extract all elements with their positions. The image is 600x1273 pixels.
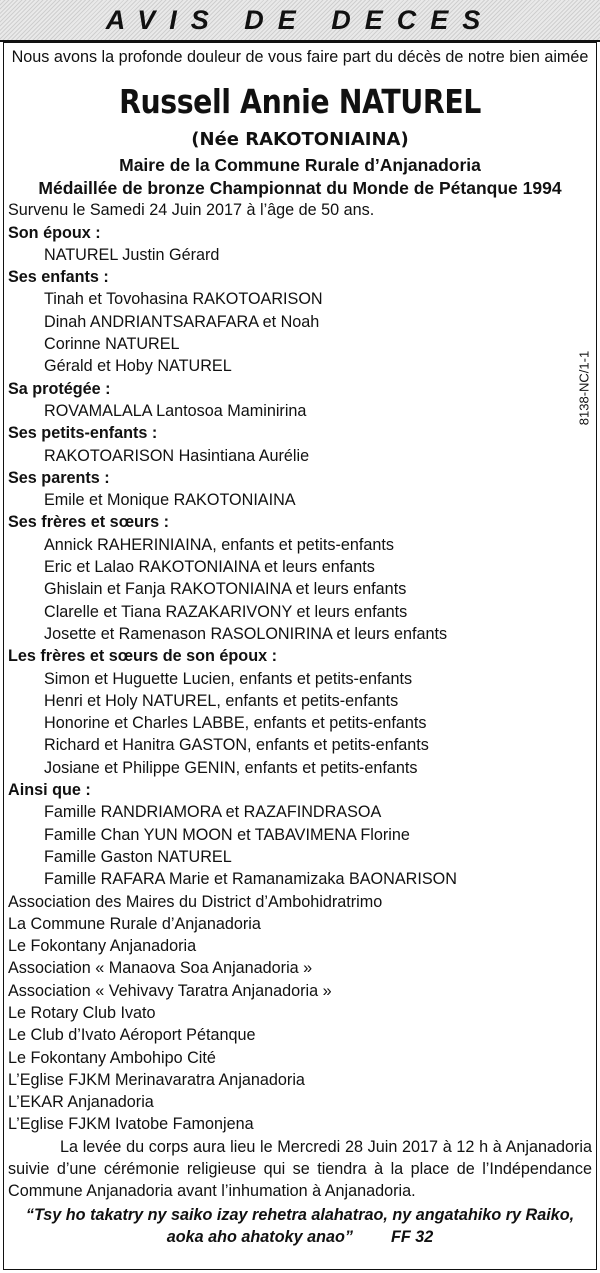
quote-line-last [8, 1226, 592, 1248]
section-heading: Les frères et sœurs de son époux : [8, 647, 277, 666]
maiden-name: (Née RAKOTONIAINA) [191, 129, 409, 151]
organization-entry: Association des Maires du District d’Ambohidratrimo [8, 892, 383, 911]
quote-line: aoka aho ahatoky anao” [166, 1227, 353, 1246]
family-entry: NATUREL Justin Gérard [44, 245, 220, 264]
organization-entry: Le Fokontany Ambohipo Cité [8, 1048, 216, 1067]
section-heading: Ses petits-enfants : [8, 424, 158, 443]
family-entry: Eric et Lalao RAKOTONIAINA et leurs enfants [44, 558, 375, 577]
section-grandchildren [8, 422, 592, 467]
family-entry: Famille Chan YUN MOON et TABAVIMENA Florine [44, 825, 410, 844]
family-entry: Richard et Hanitra GASTON, enfants et petits-enfants [44, 736, 429, 755]
organization-entry: L’Eglise FJKM Ivatobe Famonjena [8, 1115, 254, 1134]
section-heading: Son époux : [8, 223, 101, 242]
section-heading: Ses enfants : [8, 268, 109, 287]
family-entry: Clarelle et Tiana RAZAKARIVONY et leurs enfants [44, 602, 408, 621]
section-spouse-siblings [8, 645, 592, 779]
closing-quote [8, 1204, 592, 1249]
family-entry: Josette et Ramenason RASOLONIRINA et leurs enfants [44, 624, 448, 643]
family-entry: Gérald et Hoby NATUREL [44, 357, 232, 376]
section-heading: Ses frères et sœurs : [8, 513, 170, 532]
organization-entry: Le Fokontany Anjanadoria [8, 937, 197, 956]
notice-title: AVIS DE DECES [105, 5, 495, 35]
family-entry: Famille RAFARA Marie et Ramanamizaka BAONARISON [44, 870, 457, 889]
organization-entry: La Commune Rurale d’Anjanadoria [8, 914, 261, 933]
deceased-title-mayor: Maire de la Commune Rurale d’Anjanadoria [119, 155, 481, 176]
quote-signature: FF 32 [390, 1227, 434, 1246]
family-entry: Famille Gaston NATUREL [44, 847, 232, 866]
organization-entry: Le Rotary Club Ivato [8, 1003, 156, 1022]
organization-entry: L’EKAR Anjanadoria [8, 1093, 154, 1112]
organization-entry: Association « Vehivavy Taratra Anjanadoria » [8, 981, 332, 1000]
death-date: Survenu le Samedi 24 Juin 2017 à l’âge de 50 ans. [8, 201, 375, 220]
organizations-list [8, 891, 592, 1136]
quote-line: “Tsy ho takatry ny saiko izay rehetra alahatrao, ny angatahiko ry Raiko, [25, 1205, 575, 1224]
organization-entry: Association « Manaova Soa Anjanadoria » [8, 959, 313, 978]
family-entry: Emile et Monique RAKOTONIAINA [44, 491, 296, 510]
reference-code: 8138-NC/1-1 [576, 350, 592, 426]
family-entry: ROVAMALALA Lantosoa Maminirina [44, 401, 307, 420]
ceremony-details: La levée du corps aura lieu le Mercredi 28 Juin 2017 à 12 h à Anjanadoria suivie d’une cérémonie religieuse qui se tiendra à la place de l’Indépendance Commune Anjanadoria avant l’inhumation à Anjanadoria. [8, 1137, 592, 1201]
notice-body [8, 46, 592, 1248]
section-siblings [8, 511, 592, 645]
section-heading: Ainsi que : [8, 781, 91, 800]
family-entry: Josiane et Philippe GENIN, enfants et petits-enfants [44, 758, 418, 777]
family-entry: Corinne NATUREL [44, 335, 180, 354]
deceased-title-medal: Médaillée de bronze Championnat du Monde de Pétanque 1994 [38, 177, 562, 198]
section-protegee [8, 378, 592, 423]
section-heading: Sa protégée : [8, 379, 111, 398]
family-entry: Henri et Holy NATUREL, enfants et petits-enfants [44, 691, 399, 710]
family-entry: Annick RAHERINIAINA, enfants et petits-enfants [44, 535, 394, 554]
section-also [8, 779, 592, 890]
intro-text: Nous avons la profonde douleur de vous faire part du décès de notre bien aimée [11, 48, 589, 66]
section-children [8, 266, 592, 377]
section-heading: Ses parents : [8, 468, 110, 487]
family-entry: Tinah et Tovohasina RAKOTOARISON [44, 290, 323, 309]
section-spouse [8, 222, 592, 267]
family-entry: Famille RANDRIAMORA et RAZAFINDRASOA [44, 803, 382, 822]
organization-entry: L’Eglise FJKM Merinavaratra Anjanadoria [8, 1070, 305, 1089]
family-entry: Dinah ANDRIANTSARAFARA et Noah [44, 312, 320, 331]
family-entry: Simon et Huguette Lucien, enfants et petits-enfants [44, 669, 413, 688]
deceased-name: Russell Annie NATUREL [119, 82, 481, 122]
family-entry: Ghislain et Fanja RAKOTONIAINA et leurs enfants [44, 580, 407, 599]
header-bar [0, 0, 600, 42]
organization-entry: Le Club d’Ivato Aéroport Pétanque [8, 1026, 256, 1045]
family-entry: Honorine et Charles LABBE, enfants et petits-enfants [44, 714, 427, 733]
family-entry: RAKOTOARISON Hasintiana Aurélie [44, 446, 310, 465]
section-parents [8, 467, 592, 512]
